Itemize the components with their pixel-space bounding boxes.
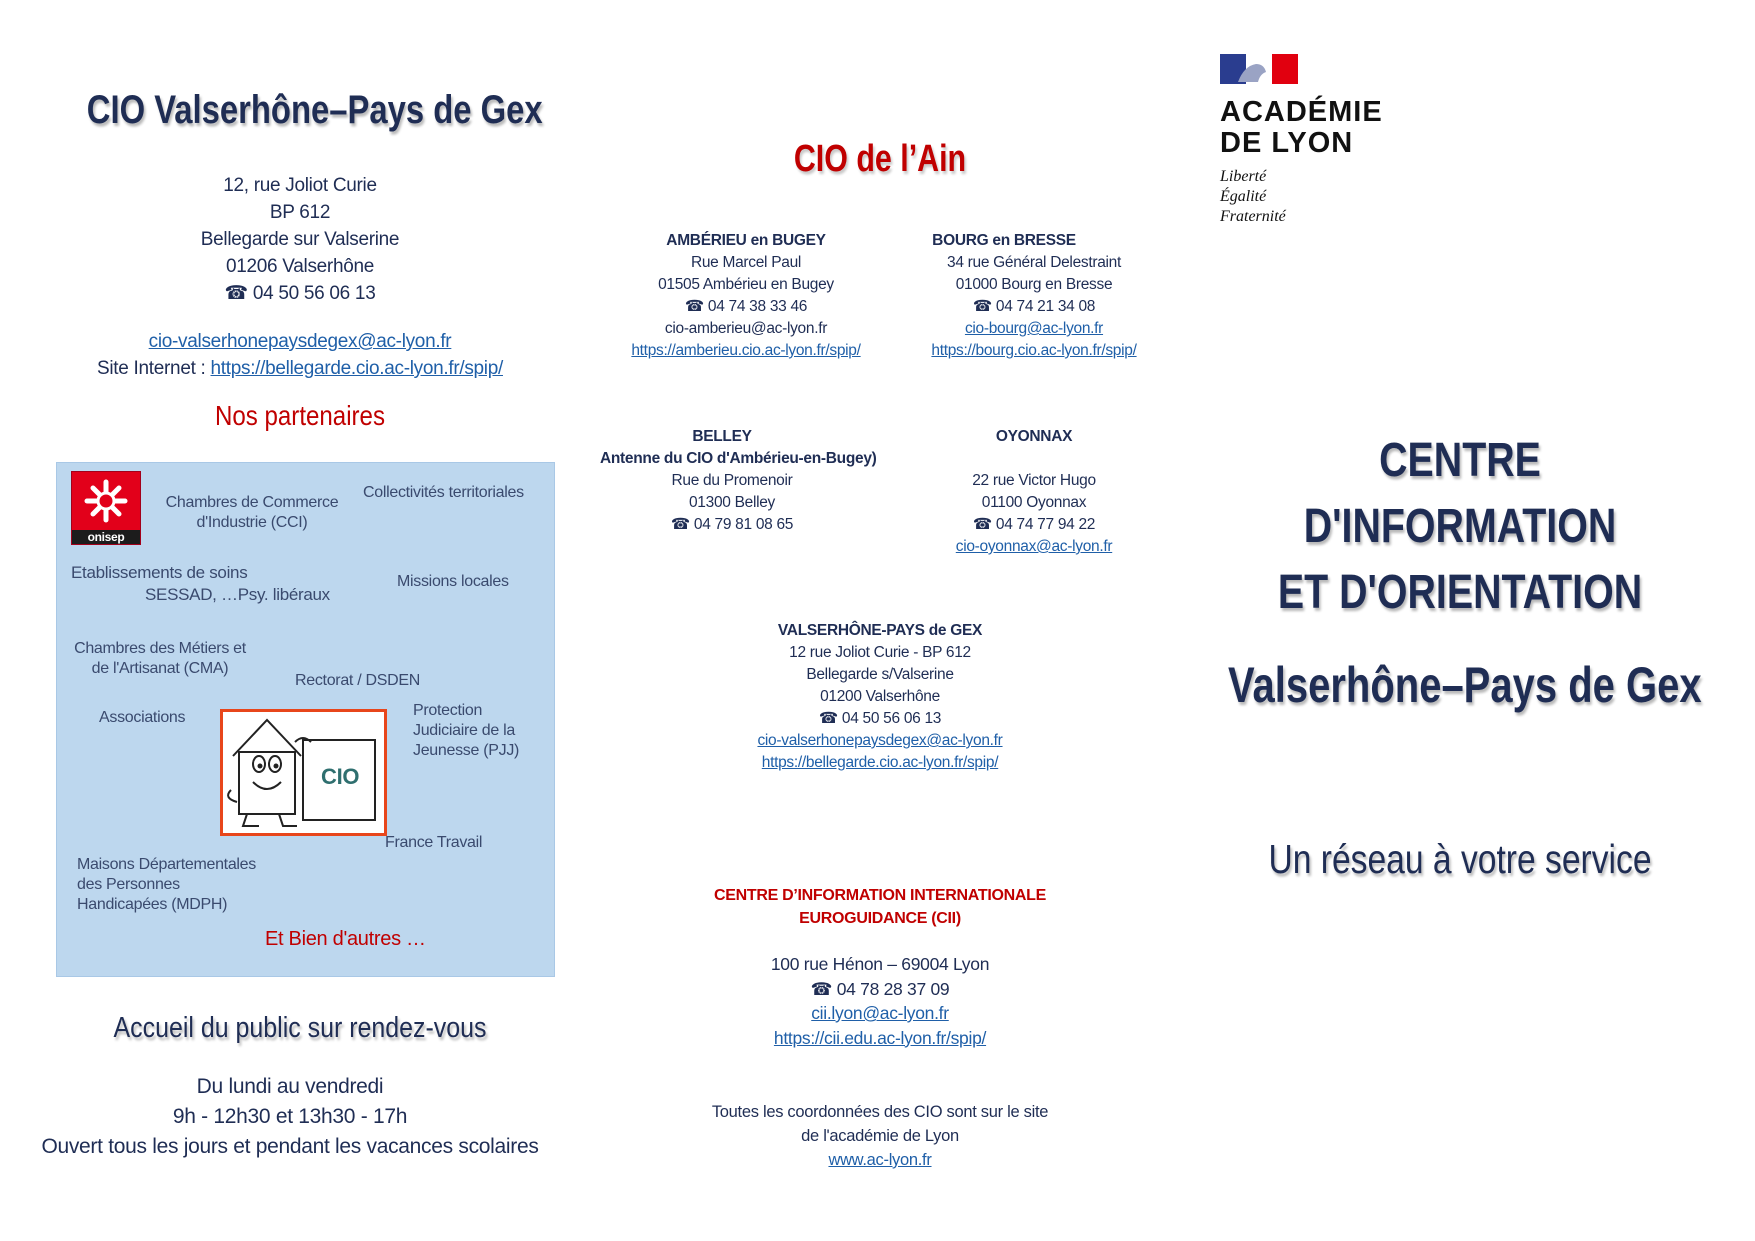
partner-missions: Missions locales <box>397 573 509 590</box>
phone-line: ☎ 04 79 81 08 65 <box>670 516 794 533</box>
accueil-hours: Du lundi au vendredi 9h - 12h30 et 13h30 - 17h Ouvert tous les jours et pendant les vacances scolaires <box>41 1075 539 1158</box>
ain-footer: Toutes les coordonnées des CIO sont sur le site de l'académie de Lyon www.ac-lyon.fr <box>680 1100 1080 1172</box>
partner-rectorat: Rectorat / DSDEN <box>295 672 421 689</box>
cii-name-line2: EUROGUIDANCE (CII) <box>799 910 961 927</box>
address-line: BP 612 <box>269 202 331 223</box>
phone-line <box>40 280 560 307</box>
email-link[interactable]: cii.lyon@ac-lyon.fr <box>811 1003 949 1023</box>
ain-heading: CIO de l’Ain <box>793 138 967 180</box>
phone-number: 04 50 56 06 13 <box>252 283 376 304</box>
website-link[interactable]: https://bellegarde.cio.ac-lyon.fr/spip/ <box>761 754 999 771</box>
cio-subtitle: Antenne du CIO d'Ambérieu-en-Bugey) <box>600 450 877 467</box>
partner-pjj: Protection Judiciaire de la Jeunesse (PJJ) <box>413 702 520 759</box>
onisep-logo <box>71 471 141 545</box>
cio-name: BOURG en BRESSE <box>932 232 1076 249</box>
cio-title-block <box>40 88 560 133</box>
cio-name: AMBÉRIEU en BUGEY <box>666 232 826 249</box>
cio-amberieu: AMBÉRIEU en BUGEY Rue Marcel Paul 01505 Ambérieu en Bugey ☎ 04 74 38 33 46 cio-amberieu@ac-lyon.fr https://amberieu.cio.ac-lyon.fr/spip/ <box>614 230 878 362</box>
address-line: Bellegarde sur Valserine <box>200 229 400 250</box>
mascot-text: CIO <box>321 764 360 789</box>
cii-contact: 100 rue Hénon – 69004 Lyon ☎ 04 78 28 37 09 cii.lyon@ac-lyon.fr https://cii.edu.ac-lyon.fr/spip/ <box>680 952 1080 1050</box>
phone-line: ☎ 04 74 77 94 22 <box>972 516 1096 533</box>
academie-logo <box>1220 52 1400 227</box>
cio-belley: BELLEY Antenne du CIO d'Ambérieu-en-Bugey) Rue du Promenoir 01300 Belley ☎ 04 79 81 08 65 <box>600 426 864 536</box>
cover-title <box>1180 428 1740 626</box>
partners-heading-wrap <box>40 400 560 432</box>
website-link[interactable]: https://bourg.cio.ac-lyon.fr/spip/ <box>931 342 1137 359</box>
phone-icon: ☎ <box>818 710 838 727</box>
cio-bourg: BOURG en BRESSE 34 rue Général Delestraint 01000 Bourg en Bresse ☎ 04 74 21 34 08 cio-bourg@ac-lyon.fr https://bourg.cio.ac-lyon.fr/spip/ <box>902 230 1166 362</box>
email-text: cio-amberieu@ac-lyon.fr <box>664 320 828 337</box>
partner-collectivites: Collectivités territoriales <box>363 484 524 501</box>
cio-valserhone: VALSERHÔNE-PAYS de GEX 12 rue Joliot Curie - BP 612 Bellegarde s/Valserine 01200 Valserhône ☎ 04 50 56 06 13 cio-valserhonepaysdegex@ac-lyon.fr https://bellegarde.cio.ac-lyon.fr/spip/ <box>740 620 1020 774</box>
website-link[interactable]: https://bellegarde.cio.ac-lyon.fr/spip/ <box>210 358 503 379</box>
onisep-logo-text: onisep <box>72 530 140 544</box>
cover-title-line: ET D'ORIENTATION <box>1277 566 1643 619</box>
phone-line: ☎ 04 78 28 37 09 <box>810 978 950 999</box>
cover-subtitle: Valserhône–Pays de Gex <box>1228 657 1702 713</box>
phone-icon: ☎ <box>684 298 704 315</box>
cover-title-line: D'INFORMATION <box>1303 500 1617 553</box>
phone-icon: ☎ <box>810 978 833 999</box>
onisep-star-icon <box>72 472 140 530</box>
phone-line: ☎ 04 50 56 06 13 <box>818 710 942 727</box>
email-link[interactable]: cio-valserhonepaysdegex@ac-lyon.fr <box>757 732 1003 749</box>
cio-oyonnax: OYONNAX 22 rue Victor Hugo 01100 Oyonnax ☎ 04 74 77 94 22 cio-oyonnax@ac-lyon.fr <box>902 426 1166 558</box>
email-link[interactable]: cio-bourg@ac-lyon.fr <box>964 320 1104 337</box>
academie-site-link[interactable]: www.ac-lyon.fr <box>828 1151 932 1169</box>
partners-heading: Nos partenaires <box>215 400 385 431</box>
partner-associations: Associations <box>99 709 186 726</box>
cover-subtitle-wrap <box>1170 656 1750 714</box>
website-link[interactable]: https://amberieu.cio.ac-lyon.fr/spip/ <box>631 342 861 359</box>
phone-icon: ☎ <box>972 298 992 315</box>
cio-name: BELLEY <box>692 428 752 445</box>
partner-mdph: Maisons Départementales des Personnes Handicapées (MDPH) <box>77 856 256 913</box>
cover-tagline-wrap <box>1180 836 1740 883</box>
cio-contact <box>40 328 560 382</box>
academie-motto: Liberté Égalité Fraternité <box>1220 168 1286 225</box>
phone-line: ☎ 04 74 21 34 08 <box>972 298 1096 315</box>
accueil-heading: Accueil du public sur rendez-vous <box>113 1012 487 1044</box>
phone-icon: ☎ <box>972 516 992 533</box>
partner-cci: Chambres de Commerce d'Industrie (CCI) <box>165 494 339 531</box>
partners-box <box>56 462 555 977</box>
academie-name: ACADÉMIE DE LYON <box>1220 96 1383 159</box>
cio-name: OYONNAX <box>995 428 1073 445</box>
marianne-flag-icon <box>1220 52 1300 86</box>
house-mascot-icon <box>223 712 384 833</box>
cover-title-line: CENTRE <box>1379 434 1541 487</box>
ain-heading-wrap <box>600 138 1160 181</box>
phone-icon: ☎ <box>224 283 248 304</box>
website-label: Site Internet : <box>97 358 206 379</box>
phone-line: ☎ 04 74 38 33 46 <box>684 298 808 315</box>
phone-icon: ☎ <box>670 516 690 533</box>
cio-address <box>40 172 560 307</box>
cio-title: CIO Valserhône–Pays de Gex <box>86 88 543 132</box>
cio-name: VALSERHÔNE-PAYS de GEX <box>777 622 983 639</box>
cii-block <box>680 884 1080 930</box>
partner-more: Et Bien d'autres … <box>265 928 426 950</box>
partner-cma: Chambres des Métiers et de l'Artisanat (CMA) <box>74 640 246 677</box>
cio-mascot <box>220 709 387 836</box>
partner-soins: Etablissements de soins SESSAD, …Psy. libéraux <box>71 563 330 604</box>
accueil-heading-wrap <box>40 1012 560 1045</box>
address-line: 01206 Valserhône <box>225 256 375 277</box>
website-link[interactable]: https://cii.edu.ac-lyon.fr/spip/ <box>773 1027 987 1048</box>
cii-name: CENTRE D’INFORMATION INTERNATIONALE <box>713 887 1046 904</box>
address-line: 12, rue Joliot Curie <box>223 175 377 196</box>
email-link[interactable]: cio-valserhonepaysdegex@ac-lyon.fr <box>148 331 452 352</box>
partner-france-travail: France Travail <box>385 834 483 851</box>
email-link[interactable]: cio-oyonnax@ac-lyon.fr <box>955 538 1113 555</box>
cover-tagline: Un réseau à votre service <box>1268 836 1652 882</box>
